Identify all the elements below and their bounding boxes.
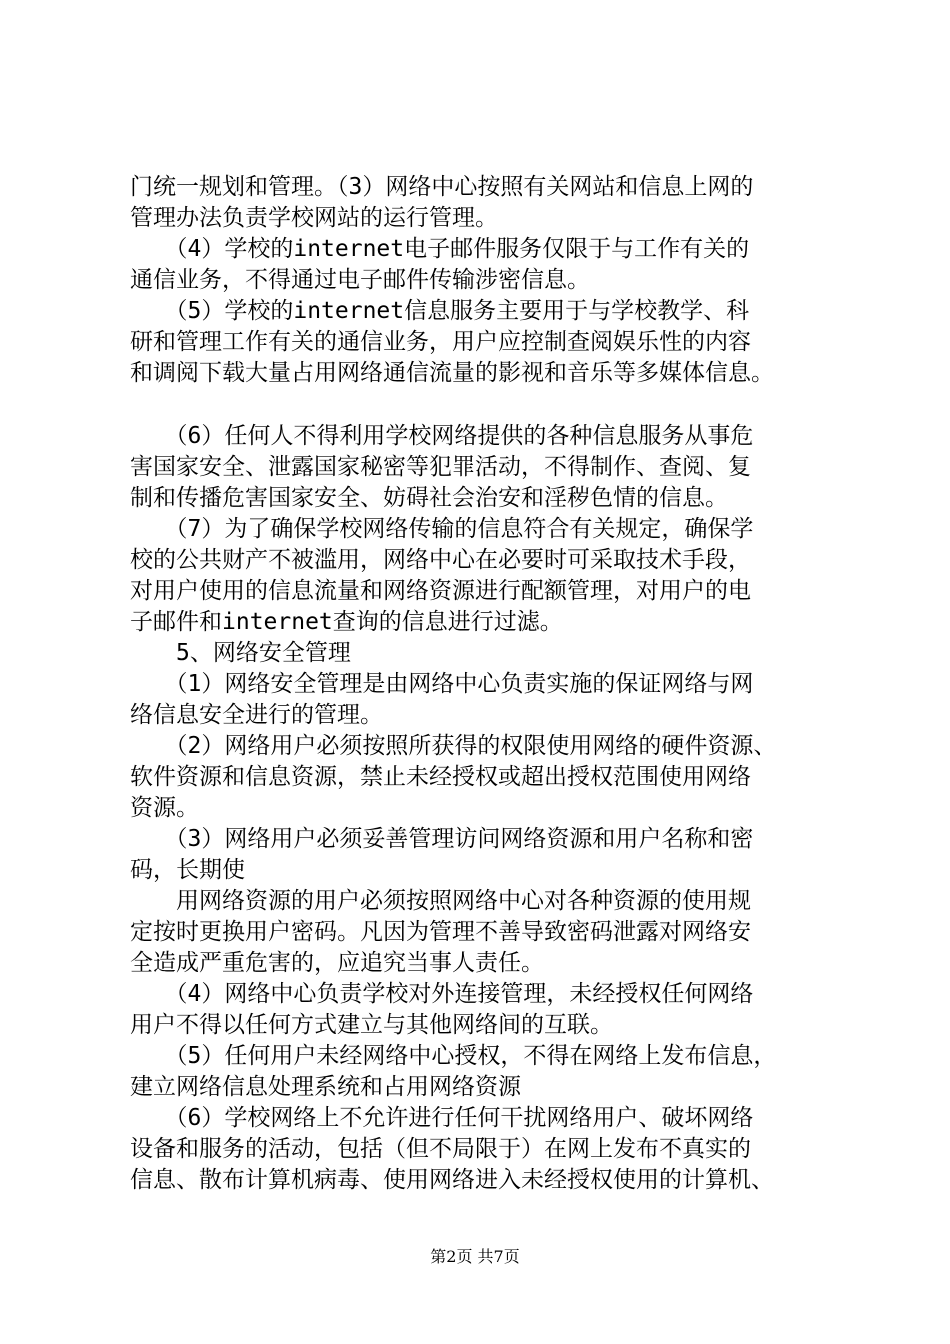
text-line: 信息、散布计算机病毒、使用网络进入未经授权使用的计算机、 xyxy=(130,1167,774,1193)
text-line: （3）网络用户必须妥善管理访问网络资源和用户名称和密 xyxy=(130,826,754,852)
text-line: 定按时更换用户密码。凡因为管理不善导致密码泄露对网络安 xyxy=(130,919,751,945)
text-line: 资源。 xyxy=(130,795,199,821)
paragraph-gap xyxy=(130,389,845,421)
text-line: 子邮件和internet查询的信息进行过滤。 xyxy=(130,609,563,635)
text-line: 门统一规划和管理。（3）网络中心按照有关网站和信息上网的 xyxy=(130,174,754,200)
text-line: （6）学校网络上不允许进行任何干扰网络用户、破坏网络 xyxy=(130,1105,754,1131)
text-line: （4）网络中心负责学校对外连接管理，未经授权任何网络 xyxy=(130,981,754,1007)
text-line: 建立网络信息处理系统和占用网络资源 xyxy=(130,1074,521,1100)
text-line: （6）任何人不得利用学校网络提供的各种信息服务从事危 xyxy=(130,423,754,449)
text-line: 码，长期使 xyxy=(130,857,245,883)
text-line: 研和管理工作有关的通信业务，用户应控制查阅娱乐性的内容 xyxy=(130,329,751,355)
text-line: （5）学校的internet信息服务主要用于与学校教学、科 xyxy=(130,298,750,324)
text-line: 全造成严重危害的，应追究当事人责任。 xyxy=(130,950,544,976)
text-line: （2）网络用户必须按照所获得的权限使用网络的硬件资源、 xyxy=(130,733,777,759)
text-line: 用网络资源的用户必须按照网络中心对各种资源的使用规 xyxy=(130,888,751,914)
text-line: 和调阅下载大量占用网络通信流量的影视和音乐等多媒体信息。 xyxy=(130,360,774,386)
text-line: 管理办法负责学校网站的运行管理。 xyxy=(130,205,498,231)
text-line: 校的公共财产不被滥用，网络中心在必要时可采取技术手段， xyxy=(130,547,751,573)
text-line: 通信业务，不得通过电子邮件传输涉密信息。 xyxy=(130,267,590,293)
text-line: （5）任何用户未经网络中心授权，不得在网络上发布信息， xyxy=(130,1043,777,1069)
text-line: 用户不得以任何方式建立与其他网络间的互联。 xyxy=(130,1012,613,1038)
page-footer: 第2页 共7页 xyxy=(430,1247,520,1266)
text-line: （4）学校的internet电子邮件服务仅限于与工作有关的 xyxy=(130,236,750,262)
document-body xyxy=(130,172,845,1196)
text-line: （7）为了确保学校网络传输的信息符合有关规定，确保学 xyxy=(130,516,754,542)
text-line: （1）网络安全管理是由网络中心负责实施的保证网络与网 xyxy=(130,671,754,697)
text-line: 5、网络安全管理 xyxy=(130,640,351,666)
text-line: 设备和服务的活动，包括（但不局限于）在网上发布不真实的 xyxy=(130,1136,751,1162)
text-line: 软件资源和信息资源，禁止未经授权或超出授权范围使用网络 xyxy=(130,764,751,790)
text-line: 对用户使用的信息流量和网络资源进行配额管理，对用户的电 xyxy=(130,578,751,604)
text-line: 络信息安全进行的管理。 xyxy=(130,702,383,728)
text-line: 害国家安全、泄露国家秘密等犯罪活动，不得制作、查阅、复 xyxy=(130,454,751,480)
text-line: 制和传播危害国家安全、妨碍社会治安和淫秽色情的信息。 xyxy=(130,485,728,511)
